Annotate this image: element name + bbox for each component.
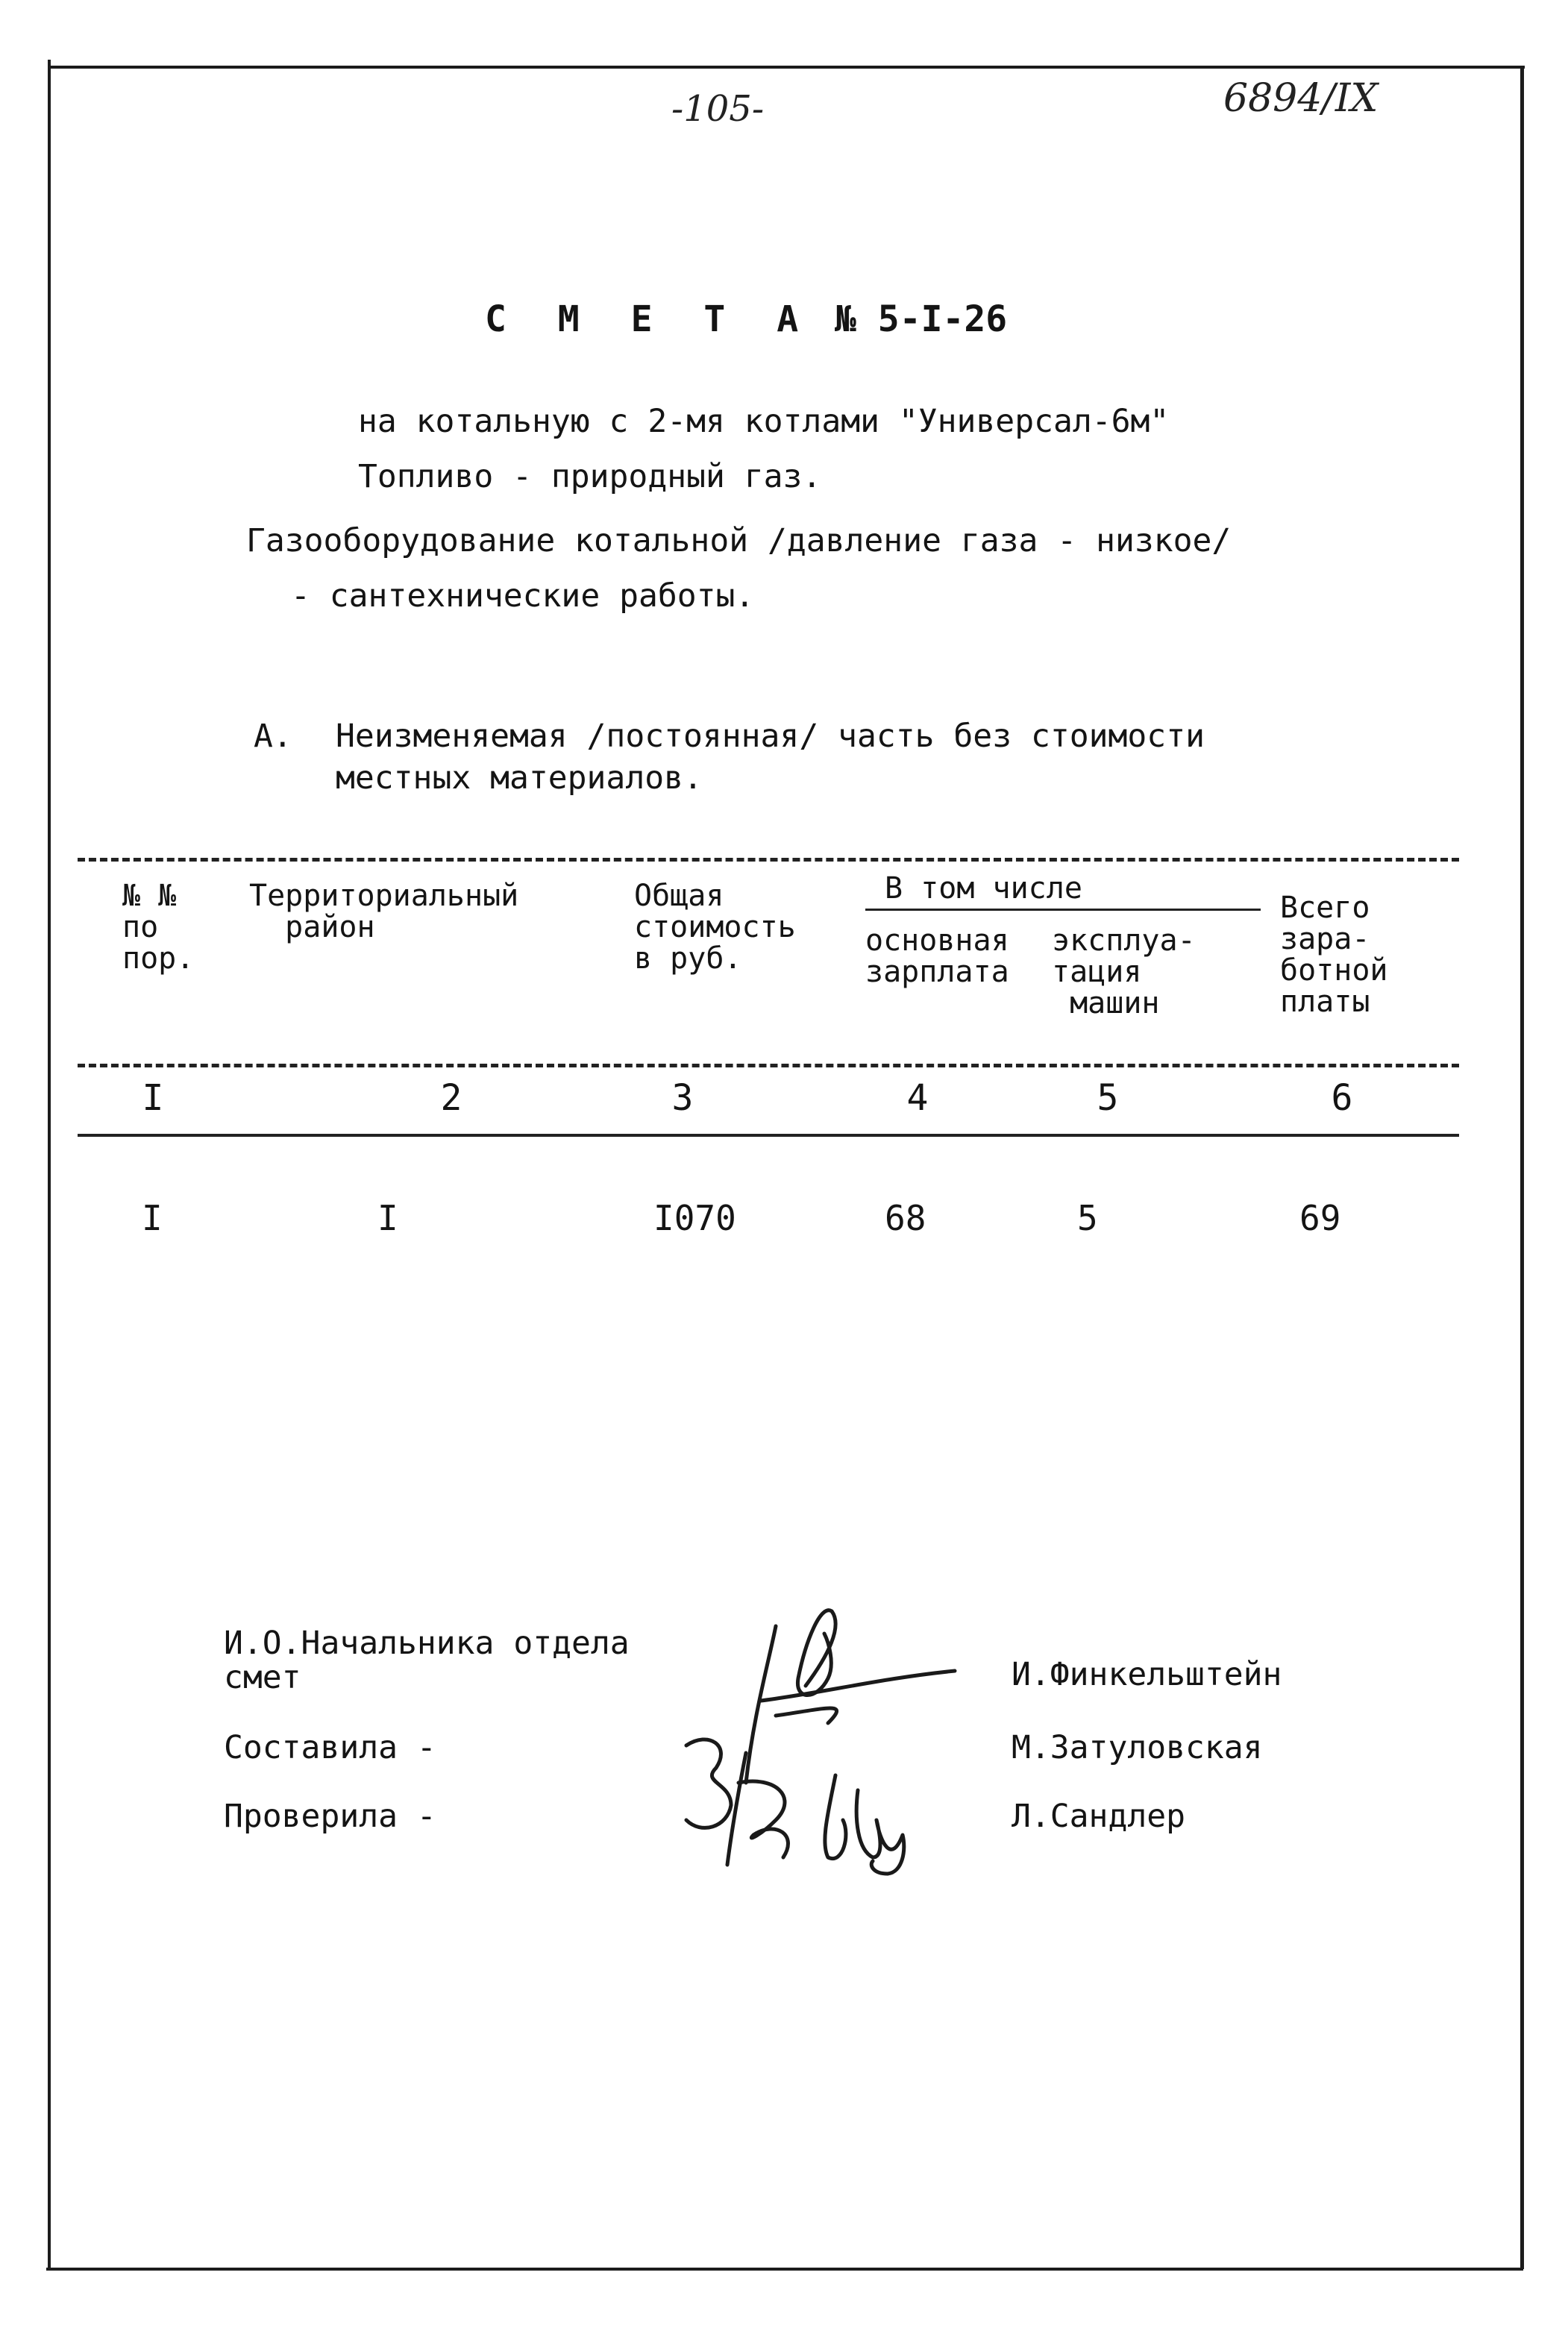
signature-label-head: И.О.Начальника отдела смет [224, 1625, 630, 1696]
subject-line-1: на котальную с 2-мя котлами "Универсал-6м" [358, 403, 1170, 440]
page-frame-right [1520, 67, 1524, 2269]
section-text-line-1: Неизменяемая /постоянная/ часть без стоимости [336, 718, 1205, 755]
title-word: С М Е Т А [485, 298, 814, 340]
row-cell-base-wages: 68 [885, 1198, 926, 1238]
signatory-name-checked: Л.Сандлер [1012, 1798, 1185, 1835]
header-group-rule [865, 909, 1261, 911]
column-number-6: 6 [1331, 1077, 1353, 1119]
column-number-1: I [142, 1077, 164, 1119]
signatory-name-compiled: М.Затуловская [1012, 1729, 1263, 1766]
column-number-5: 5 [1097, 1077, 1119, 1119]
header-bottom-rule [78, 1064, 1459, 1067]
column-number-3: 3 [671, 1077, 694, 1119]
subject-line-2: Топливо - природный газ. [358, 458, 822, 495]
column-number-2: 2 [440, 1077, 462, 1119]
work-line-2: - сантехнические работы. [291, 577, 755, 615]
header-territorial-district: Территориальный район [249, 879, 519, 944]
work-line-1: Газооборудование котальной /давление газа - низкое/ [246, 522, 1232, 559]
section-text-line-2: местных материалов. [336, 759, 703, 797]
title-number: № 5-I-26 [835, 298, 1008, 340]
row-cell-machine-operation: 5 [1077, 1198, 1098, 1238]
header-row-number: № № по пор. [122, 879, 195, 976]
signatory-name-head: И.Финкельштейн [1012, 1656, 1282, 1693]
row-cell-number: I [142, 1198, 163, 1238]
page-frame-top [49, 66, 1525, 69]
signature-label-compiled: Составила - [224, 1729, 436, 1766]
signature-label-checked: Проверила - [224, 1798, 436, 1835]
page-frame-left [48, 60, 51, 2271]
header-machine-operation: эксплуа- тация машин [1052, 923, 1196, 1020]
section-letter: А. [254, 718, 292, 755]
header-total-cost: Общая стоимость в руб. [634, 879, 796, 976]
row-cell-total-cost: I070 [653, 1198, 736, 1238]
column-numbers-rule [78, 1134, 1459, 1137]
page-frame-bottom [46, 2268, 1523, 2271]
header-total-wages: Всего зара- ботной платы [1280, 891, 1388, 1019]
header-base-wages: основная зарплата [865, 923, 1009, 989]
row-cell-total-wages: 69 [1299, 1198, 1341, 1238]
table-top-rule [78, 858, 1459, 862]
page-number: -105- [671, 88, 765, 130]
row-cell-district: I [377, 1198, 398, 1238]
archive-number: 6894/IX [1223, 76, 1379, 121]
document-title [485, 298, 1007, 340]
column-number-4: 4 [906, 1077, 929, 1119]
header-including-group: В том числе [885, 871, 1082, 906]
handwritten-signatures [656, 1596, 970, 1880]
